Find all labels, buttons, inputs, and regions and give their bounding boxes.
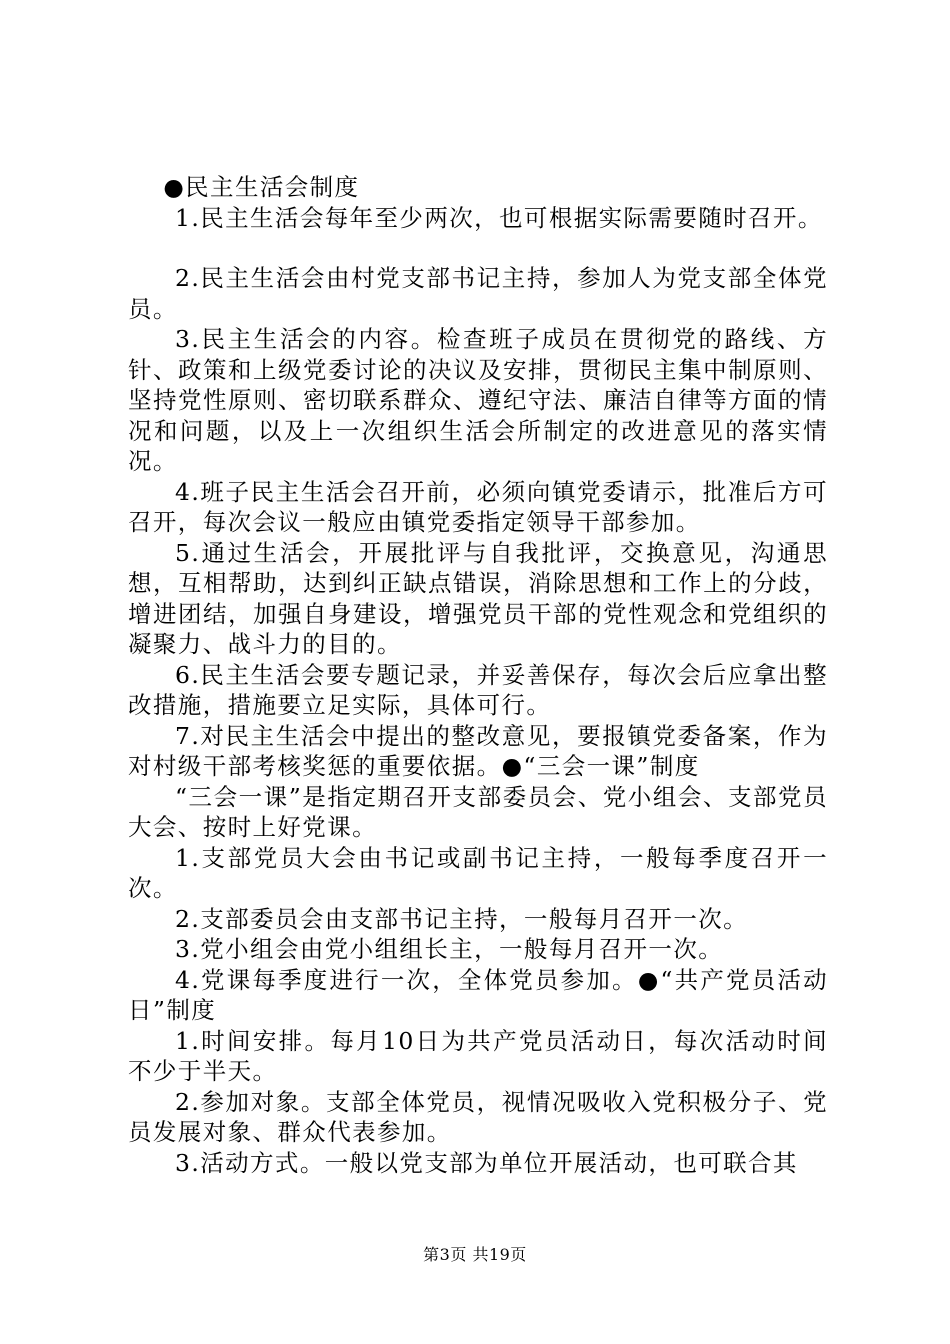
page-number-footer: 第3页 共19页 [423,1245,527,1264]
paragraph: 6.民主生活会要专题记录，并妥善保存，每次会后应拿出整改措施，措施要立足实际，具体可行。 [128,660,828,719]
paragraph: 2.支部委员会由支部书记主持，一般每月召开一次。 [175,904,749,933]
paragraph: 1.支部党员大会由书记或副书记主持，一般每季度召开一次。 [128,843,828,902]
paragraph: 2.参加对象。支部全体党员，视情况吸收入党积极分子、党员发展对象、群众代表参加。 [128,1087,828,1146]
paragraph: 7.对民主生活会中提出的整改意见，要报镇党委备案，作为对村级干部考核奖惩的重要依据。●“三会一课”制度 [128,721,828,780]
paragraph: 4.党课每季度进行一次，全体党员参加。●“共产党员活动日”制度 [128,965,828,1024]
paragraph: 3.党小组会由党小组组长主，一般每月召开一次。 [175,935,724,963]
paragraph: 5.通过生活会，开展批评与自我批评，交换意见，沟通思想，互相帮助，达到纠正缺点错误，消除思想和工作上的分歧，增进团结，加强自身建设，增强党员干部的党性观念和党组织的凝聚力、战斗力的目的。 [128,538,828,658]
paragraph: 2.民主生活会由村党支部书记主持，参加人为党支部全体党员。 [128,264,828,323]
paragraph: 3.活动方式。一般以党支部为单位开展活动，也可联合其 [175,1148,798,1177]
paragraph: 1.民主生活会每年至少两次，也可根据实际需要随时召开。 [175,203,823,232]
document-body [128,172,828,1178]
paragraph: 4.班子民主生活会召开前，必须向镇党委请示，批准后方可召开，每次会议一般应由镇党委指定领导干部参加。 [128,477,828,536]
paragraph: 1.时间安排。每月10日为共产党员活动日，每次活动时间不少于半天。 [128,1026,828,1085]
paragraph: “三会一课”是指定期召开支部委员会、党小组会、支部党员大会、按时上好党课。 [128,782,828,841]
paragraph: 3.民主生活会的内容。检查班子成员在贯彻党的路线、方针、政策和上级党委讨论的决议及安排，贯彻民主集中制原则、坚持党性原则、密切联系群众、遵纪守法、廉洁自律等方面的情况和问题，以及上一次组织生活会所制定的改进意见的落实情况。 [128,325,828,475]
section-heading-democratic-life-meeting: ●民主生活会制度 [163,173,360,201]
